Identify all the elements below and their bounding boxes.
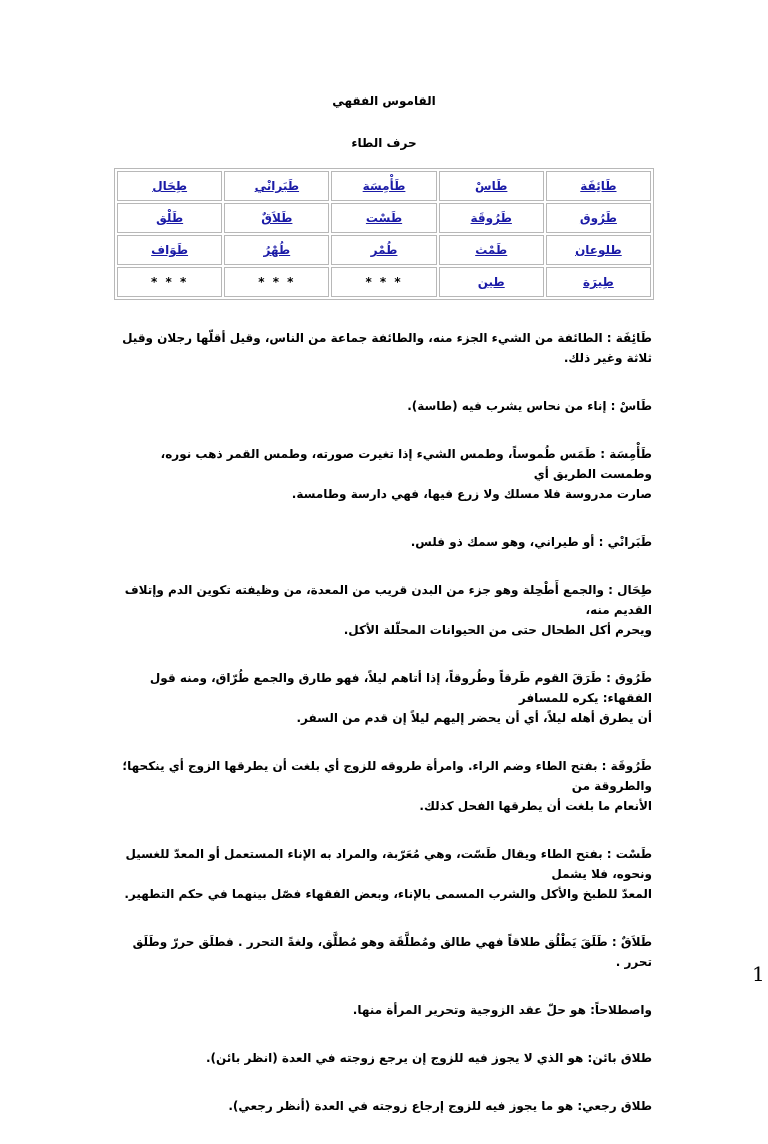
definition-entry [116,1096,652,1116]
table-cell [224,171,329,201]
empty-cell-marker: * * * [365,275,403,289]
table-row [117,171,651,201]
term-link[interactable]: طَسْت [365,211,403,225]
term-index-table [114,168,654,300]
definition-entry [116,932,652,972]
term-link[interactable]: طَرُوقَة [470,211,512,225]
page-title: القاموس الفقهي [332,94,436,108]
definition-line: طَلاَقٌ : طَلَقَ يَطْلُق طلاقاً فهي طالق ومُطلَّقَة وهو مُطلَّق، ولغةً التحرر . فطلَق حررّ وطَلَق تحرر . [132,935,652,969]
definition-line: طلاق بائن: هو الذي لا يجوز فيه للزوج إن يرجع زوجته في العدة (انظر بائن). [205,1051,652,1065]
table-cell [117,203,222,233]
page-number: 1 [752,962,765,986]
definition-entry [116,756,652,816]
section-title: حرف الطاء [351,136,417,150]
term-link[interactable]: طَلْق [156,211,184,225]
definition-entry [116,396,652,416]
term-link[interactable]: طَبَرانْي [254,179,300,193]
term-link[interactable]: طُمْر [370,243,398,257]
definition-entry [116,532,652,552]
definition-entry [116,328,652,368]
empty-cell-marker: * * * [258,275,296,289]
definition-line: طِحَال : والجمع أَطْحِلة وهو جزء من البدن قريب من المعدة، من وظيفته تكوين الدم وإتلاف القديم منه، [124,583,652,617]
term-link[interactable]: طَائِفَة [580,179,617,193]
term-link[interactable]: طَرُوق [579,211,617,225]
table-row [117,235,651,265]
table-cell [224,235,329,265]
definition-line: طَبَرانْي : أو طيراني، وهو سمك ذو فلس. [410,535,652,549]
table-cell [117,267,222,297]
term-link[interactable]: طين [477,275,505,289]
term-link[interactable]: طُهْرُ [263,243,291,257]
definition-line: طَاسْ : إناء من نحاس يشرب فيه (طاسة). [407,399,652,413]
table-cell [331,171,436,201]
table-cell [117,171,222,201]
definition-line: واصطلاحاً: هو حلّ عقد الزوجية وتحرير المرأة منها. [352,1003,652,1017]
definition-entry [116,668,652,728]
definition-line: طَأْمِسَة : طَمَس طُموساً، وطمس الشيء إذا تغيرت صورته، وطمس القمر ذهب نوره، وطمست الطريق أي [160,447,652,481]
table-cell [439,267,544,297]
term-link[interactable]: طَلاَقٌ [261,211,293,225]
definition-entry [116,844,652,904]
definition-entry [116,444,652,504]
definition-line: ويحرم أكل الطحال حتى من الحيوانات المحلّلة الأكل. [343,623,652,637]
definition-entry [116,1000,652,1020]
definitions-list [116,328,652,1144]
table-cell [439,235,544,265]
definition-line: طَرُوق : طَرَقَ القوم طَرقاً وطُروقاً، إذا أتاهم ليلاً، فهو طارق والجمع طُرّاق، ومنه قول الفقهاء: يكره للمسافر [149,671,652,705]
definition-line: المعدّ للطبخ والأكل والشرب المسمى بالإناء، وبعض الفقهاء فصّل بينهما في حكم التطهير. [124,887,652,901]
term-link[interactable]: طَاسْ [475,179,508,193]
table-cell [331,203,436,233]
definition-entry [116,1048,652,1068]
table-row [117,267,651,297]
table-cell [546,235,651,265]
table-cell [224,267,329,297]
term-link[interactable]: طَمْث [475,243,508,257]
definition-line: طَسْت : بفتح الطاء ويقال طَسّت، وهي مُعَرّبة، والمراد به الإناء المستعمل أو المعدّ للغسيل ونحوه، فلا يشمل [125,847,652,881]
table-cell [439,171,544,201]
term-link[interactable]: طَوَاف [151,243,189,257]
table-row [117,203,651,233]
definition-line: أن يطرق أهله ليلاً، أي أن يحضر إليهم ليلاً إن قدم من السفر. [296,711,652,725]
table-cell [439,203,544,233]
definition-line: طَائِفَة : الطائفة من الشيء الجزء منه، والطائفة جماعة من الناس، وقيل أقلّها رجلان وقيل ثلاثة وغير ذلك. [122,331,652,365]
table-cell [331,267,436,297]
definition-entry [116,580,652,640]
definition-line: طلاق رجعي: هو ما يجوز فيه للزوج إرجاع زوجته في العدة (أنظر رجعي). [228,1099,652,1113]
term-link[interactable]: طِيرَة [583,275,614,289]
definition-line: الأنعام ما بلغت أن يطرقها الفحل كذلك. [419,799,652,813]
definition-line: طَرُوقَة : بفتح الطاء وضم الراء. وامرأة طروقه للزوج أي بلغت أن يطرقها الزوج أي ينكحها؛ والطروقة من [122,759,652,793]
term-link[interactable]: طَأْمِسَة [362,179,406,193]
definition-line: صارت مدروسة فلا مسلك ولا زرع فيها، فهي دارسة وطامسة. [291,487,652,501]
empty-cell-marker: * * * [151,275,189,289]
table-cell [117,235,222,265]
term-link[interactable]: طِحَال [152,179,188,193]
table-cell [224,203,329,233]
table-cell [546,171,651,201]
table-cell [546,203,651,233]
table-cell [546,267,651,297]
term-link[interactable]: طلوعان [575,243,622,257]
table-cell [331,235,436,265]
